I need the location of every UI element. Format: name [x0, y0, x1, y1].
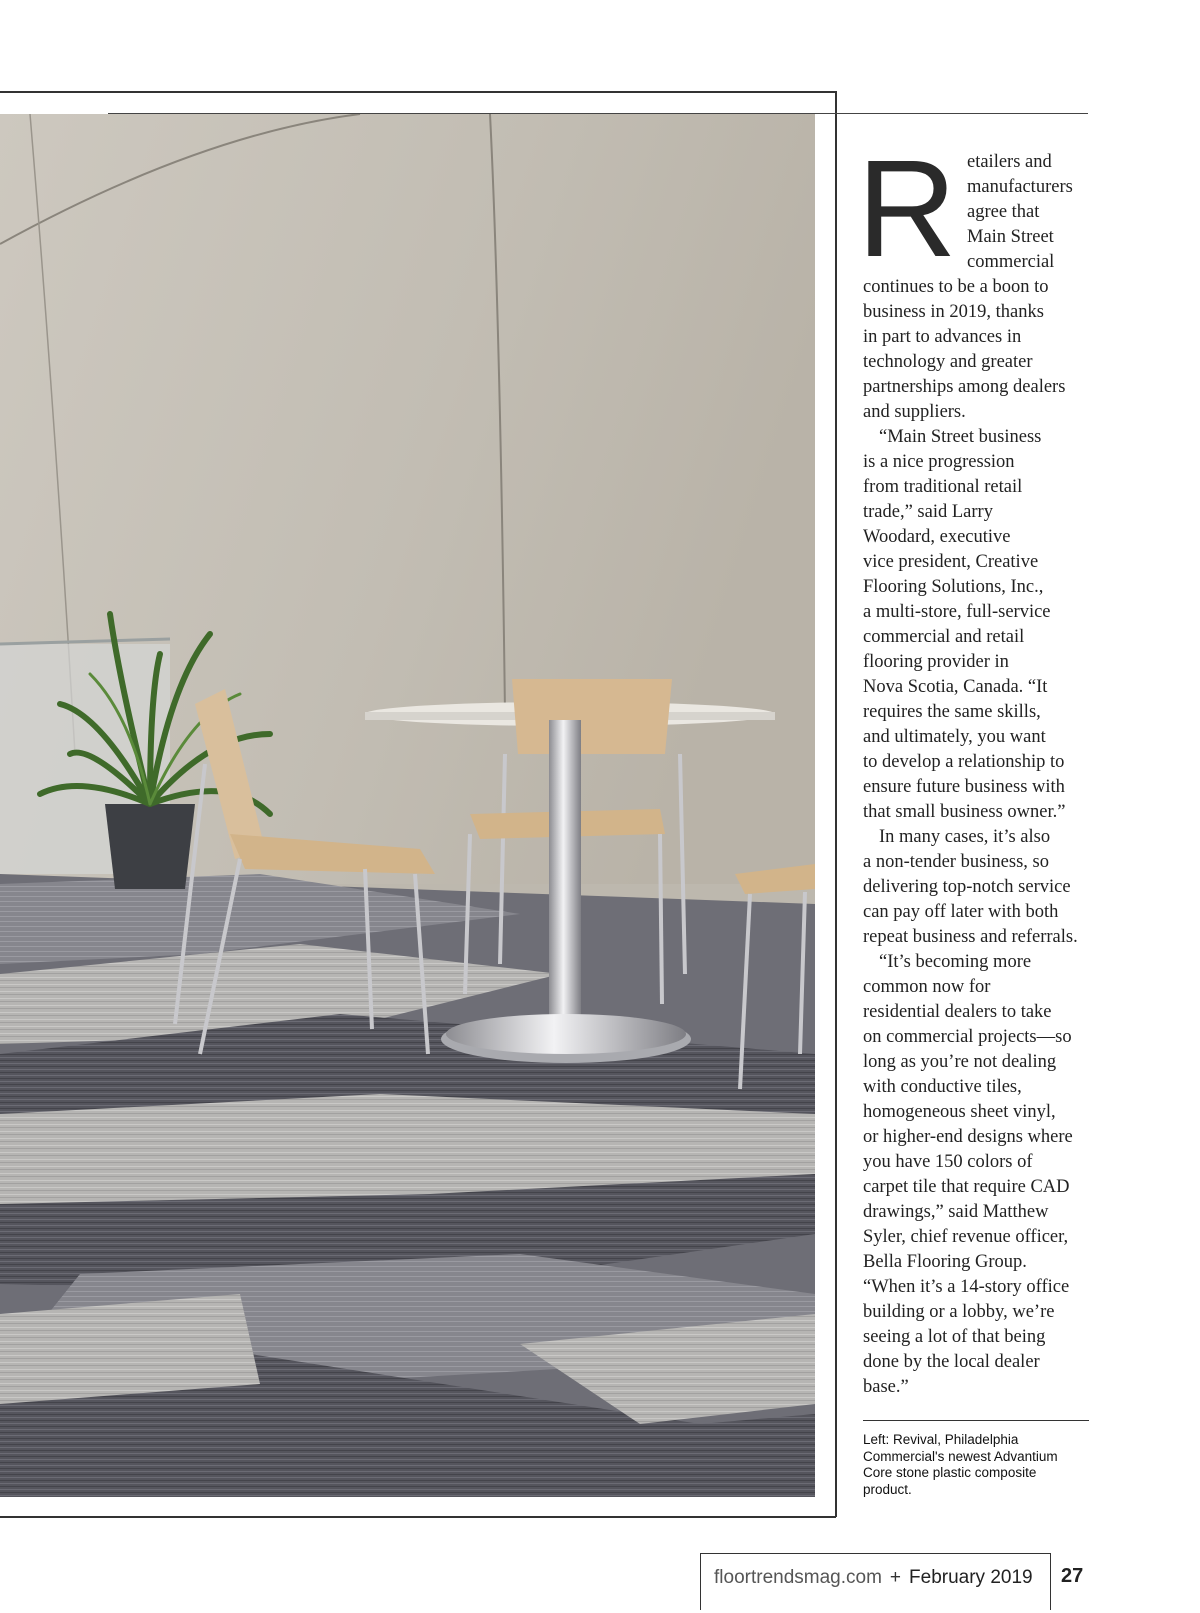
article-line: continues to be a boon to: [863, 277, 1049, 297]
article-paragraphs: [863, 275, 1089, 1400]
article-paragraph: [863, 825, 1089, 950]
caption-line: product.: [863, 1481, 912, 1497]
caption-line: Core stone plastic composite: [863, 1465, 1037, 1480]
article-line: from traditional retail: [863, 477, 1023, 497]
lounge-interior-photo: [0, 114, 815, 1497]
page-frame-top: [0, 91, 836, 93]
article-paragraph: [863, 950, 1089, 1400]
footer-folio: [714, 1567, 1033, 1589]
article-paragraph: [863, 425, 1089, 825]
article-line: with conductive tiles,: [863, 1077, 1022, 1097]
article-line: “Main Street business: [879, 427, 1042, 447]
lead-lines: [967, 150, 1089, 275]
caption-rule: [863, 1420, 1089, 1421]
article-line: Woodard, executive: [863, 527, 1011, 547]
article-line: Nova Scotia, Canada. “It: [863, 677, 1048, 697]
lead-line: Main Street: [967, 227, 1054, 247]
footer-separator: +: [889, 1567, 902, 1588]
lead-line: commercial: [967, 252, 1055, 272]
page-frame-bottom: [0, 1516, 836, 1518]
article-line: Syler, chief revenue officer,: [863, 1227, 1069, 1247]
article-line: drawings,” said Matthew: [863, 1202, 1049, 1222]
article-line: vice president, Creative: [863, 552, 1039, 572]
article-line: repeat business and referrals.: [863, 927, 1078, 947]
article-line: to develop a relationship to: [863, 752, 1065, 772]
page-number: 27: [1061, 1565, 1084, 1587]
drop-cap: R: [857, 132, 957, 286]
article-line: “When it’s a 14-story office: [863, 1277, 1070, 1297]
article-line: delivering top-notch service: [863, 877, 1071, 897]
article-line: Bella Flooring Group.: [863, 1252, 1027, 1272]
article-line: seeing a lot of that being: [863, 1327, 1046, 1347]
lead-line: etailers and: [967, 152, 1052, 172]
article-line: base.”: [863, 1377, 909, 1397]
article-line: and ultimately, you want: [863, 727, 1046, 747]
article-line: or higher-end designs where: [863, 1127, 1073, 1147]
article-line: “It’s becoming more: [879, 952, 1032, 972]
article-body: [857, 132, 1089, 1400]
article-line: a non-tender business, so: [863, 852, 1049, 872]
photo-caption: [863, 1432, 1093, 1498]
page-frame-right: [835, 91, 837, 1517]
article-line: you have 150 colors of: [863, 1152, 1033, 1172]
article-line: flooring provider in: [863, 652, 1009, 672]
article-line: requires the same skills,: [863, 702, 1041, 722]
article-line: trade,” said Larry: [863, 502, 993, 522]
article-line: residential dealers to take: [863, 1002, 1052, 1022]
article-line: on commercial projects—so: [863, 1027, 1072, 1047]
article-line: building or a lobby, we’re: [863, 1302, 1055, 1322]
article-line: long as you’re not dealing: [863, 1052, 1057, 1072]
article-line: commercial and retail: [863, 627, 1025, 647]
article-line: homogeneous sheet vinyl,: [863, 1102, 1056, 1122]
article-line: is a nice progression: [863, 452, 1015, 472]
article-line: In many cases, it’s also: [879, 827, 1051, 847]
article-line: done by the local dealer: [863, 1352, 1040, 1372]
article-line: that small business owner.”: [863, 802, 1066, 822]
article-line: a multi-store, full-service: [863, 602, 1051, 622]
lead-line: agree that: [967, 202, 1040, 222]
article-line: technology and greater: [863, 352, 1033, 372]
article-line: business in 2019, thanks: [863, 302, 1044, 322]
article-line: ensure future business with: [863, 777, 1065, 797]
caption-line: Left: Revival, Philadelphia: [863, 1432, 1019, 1447]
caption-line: Commercial's newest Advantium: [863, 1448, 1058, 1464]
article-line: Flooring Solutions, Inc.,: [863, 577, 1044, 597]
footer-site: floortrendsmag.com: [714, 1567, 882, 1588]
footer-date: February 2019: [909, 1567, 1033, 1588]
article-line: partnerships among dealers: [863, 377, 1066, 397]
article-line: and suppliers.: [863, 402, 966, 422]
article-line: can pay off later with both: [863, 902, 1059, 922]
article-line: common now for: [863, 977, 991, 997]
article-paragraph: [863, 275, 1089, 425]
article-line: in part to advances in: [863, 327, 1022, 347]
lead-line: manufacturers: [967, 177, 1073, 197]
article-line: carpet tile that require CAD: [863, 1177, 1070, 1197]
